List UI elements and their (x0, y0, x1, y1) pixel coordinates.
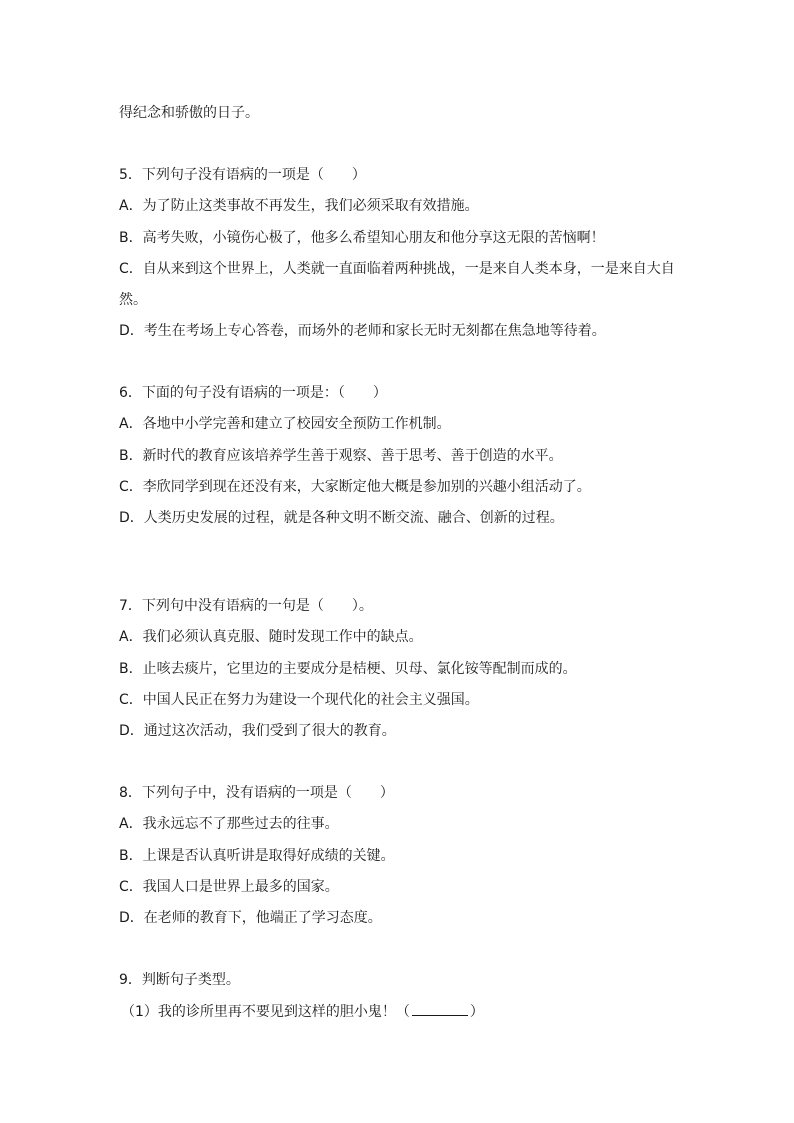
question-7-option-b: B．止咳去痰片，它里边的主要成分是桔梗、贝母、氯化铵等配制而成的。 (119, 661, 577, 677)
question-8-option-b: B．上课是否认真听讲是取得好成绩的关键。 (119, 848, 395, 864)
question-8-option-d: D．在老师的教育下，他端正了学习态度。 (119, 910, 382, 926)
question-7-option-c: C．中国人民正在努力为建设一个现代化的社会主义强国。 (119, 692, 479, 708)
question-7-option-a: A．我们必须认真克服、随时发现工作中的缺点。 (119, 629, 423, 645)
question-8-stem: 8．下列句子中，没有语病的一项是（ ） (119, 785, 394, 801)
question-6-option-c: C．李欣同学到现在还没有来，大家断定他大概是参加别的兴趣小组活动了。 (119, 479, 591, 495)
continuation-text: 得纪念和骄傲的日子。 (119, 105, 259, 121)
question-5-option-c: C．自从来到这个世界上，人类就一直面临着两种挑战，一是来自人类本身，一是来自大自 (119, 261, 675, 277)
question-8-option-c: C．我国人口是世界上最多的国家。 (119, 879, 339, 895)
question-7-option-d: D．通过这次活动，我们受到了很大的教育。 (119, 723, 396, 739)
question-5-option-b: B．高考失败，小镜伤心极了，他多么希望知心朋友和他分享这无限的苦恼啊！ (119, 230, 605, 246)
sub-item-1-text: （1）我的诊所里再不要见到这样的胆小鬼！（ (121, 1004, 410, 1020)
answer-blank[interactable] (412, 1001, 468, 1016)
question-5-option-d: D．考生在考场上专心答卷，而场外的老师和家长无时无刻都在焦急地等待着。 (119, 323, 606, 339)
question-8-option-a: A．我永远忘不了那些过去的往事。 (119, 816, 339, 832)
question-6-option-b: B．新时代的教育应该培养学生善于观察、善于思考、善于创造的水平。 (119, 448, 563, 464)
question-5-option-c-cont: 然。 (119, 292, 147, 308)
question-6-option-a: A．各地中小学完善和建立了校园安全预防工作机制。 (119, 416, 451, 432)
question-9-stem: 9．判断句子类型。 (119, 972, 240, 988)
question-6-stem: 6．下面的句子没有语病的一项是：（ ） (119, 385, 387, 401)
question-7-stem: 7．下列句中没有语病的一句是（ ）。 (119, 598, 373, 614)
question-5-stem: 5．下列句子没有语病的一项是（ ） (119, 167, 366, 183)
sub-item-1-close: ） (469, 1004, 484, 1020)
question-9-sub-item-1 (121, 1001, 681, 1022)
question-6-option-d: D．人类历史发展的过程，就是各种文明不断交流、融合、创新的过程。 (119, 510, 564, 526)
question-5-option-a: A．为了防止这类事故不再发生，我们必须采取有效措施。 (119, 198, 479, 214)
